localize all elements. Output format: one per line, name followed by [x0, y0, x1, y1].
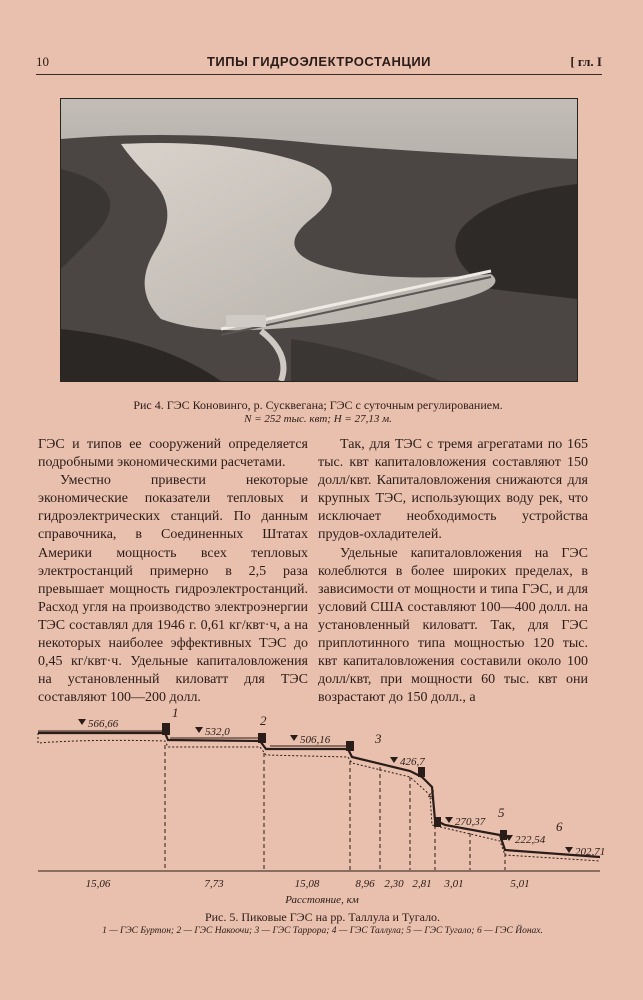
station-number-6: 6	[556, 819, 563, 834]
text-column-left	[38, 436, 308, 707]
axis-label: Расстояние, км	[285, 894, 359, 906]
chapter-mark: [ гл. I	[570, 54, 602, 69]
figure5-caption-title: Рис. 5. Пиковые ГЭС на рр. Таллула и Тугало.	[204, 910, 441, 924]
dam-aerial-image	[61, 99, 577, 381]
distance-label: 15,06	[85, 878, 111, 890]
figure4-photo	[60, 98, 578, 382]
figure4-caption-line1: Рис 4. ГЭС Коновинго, р. Сусквегана; ГЭС с суточным регулированием.	[133, 398, 503, 412]
distance-label: 2,30	[384, 878, 404, 890]
level-label-1: 566,66	[88, 718, 119, 730]
dam-2	[258, 733, 266, 743]
dam-1	[162, 723, 170, 735]
level-label-6: 222,54	[515, 834, 546, 846]
level-label-2: 532,0	[205, 726, 230, 738]
distance-label: 3,01	[444, 878, 464, 890]
figure5-legend: 1 — ГЭС Буртон; 2 — ГЭС Накоочи; 3 — ГЭС Таррора; 4 — ГЭС Таллула; 5 — ГЭС Тугало; 6 — ГЭС Йонах.	[102, 926, 543, 936]
station-number-4: 4	[428, 787, 435, 802]
level-label-3: 506,16	[300, 734, 331, 746]
page-number: 10	[36, 54, 49, 69]
header-rule	[36, 74, 602, 75]
dam-3	[346, 741, 354, 751]
text-column-right	[318, 436, 588, 707]
figure4-caption	[60, 398, 576, 426]
figure5-caption	[30, 910, 615, 938]
paragraph: Так, для ТЭС с тремя агрегатами по 165 тыс. квт капиталовложения составляют 150 долл/квт. Капиталовложения снижаются для крупных ТЭС, использующих воду рек, что исключает необходимость устройства прудов-охладителей.	[318, 437, 588, 543]
paragraph: Уместно привести некоторые экономические показатели тепловых и гидроэлектрических станций. По данным справочника, в Соединенных Штатах Америки мощность всех тепловых электростанций примерно в 2,5 раза превышает мощность гидроэлектростанций. Расход угля на производство электроэнергии ТЭС составлял для 1946 г. 0,61 кг/квт·ч, а на некоторых наиболее эффективных ТЭС до 0,45 кг/квт·ч. Удельные капиталовложения на установленный киловатт для ТЭС составляют 100—200 долл.	[38, 473, 308, 706]
running-title: ТИПЫ ГИДРОЭЛЕКТРОСТАНЦИИ	[206, 54, 432, 69]
paragraph: Удельные капиталовложения на ГЭС колеблются в более широких пределах, в зависимости от мощности и типа ГЭС, и для условий США составляют 100—400 долл. на установленный киловатт. Так, для ГЭС приплотинного типа мощностью 120 тыс. квт капиталовложения составили около 100 долл/квт, при мощности 60 тыс. квт они возрастают до 150 долл., а	[318, 545, 588, 706]
level-label-4: 426,7	[400, 756, 425, 768]
station-number-2: 2	[260, 713, 267, 728]
page-header	[36, 52, 602, 74]
level-label-7: 202,71	[575, 846, 606, 858]
distance-label: 2,81	[412, 878, 432, 890]
figure4-caption-line2: N = 252 тыс. квт; H = 27,13 м.	[244, 413, 392, 425]
distance-label: 5,01	[510, 878, 530, 890]
distance-label: 8,96	[355, 878, 375, 890]
paragraph: ГЭС и типов ее сооружений определяется подробными экономическими расчетами.	[38, 437, 308, 471]
dam-4	[418, 767, 425, 777]
level-label-5: 270,37	[455, 816, 486, 828]
station-number-3: 3	[375, 731, 382, 746]
distance-label: 7,73	[204, 878, 224, 890]
station-number-5: 5	[498, 805, 505, 820]
station-number-1: 1	[172, 705, 179, 720]
distance-label: 15,08	[294, 878, 320, 890]
figure5-profile-diagram	[30, 705, 615, 910]
